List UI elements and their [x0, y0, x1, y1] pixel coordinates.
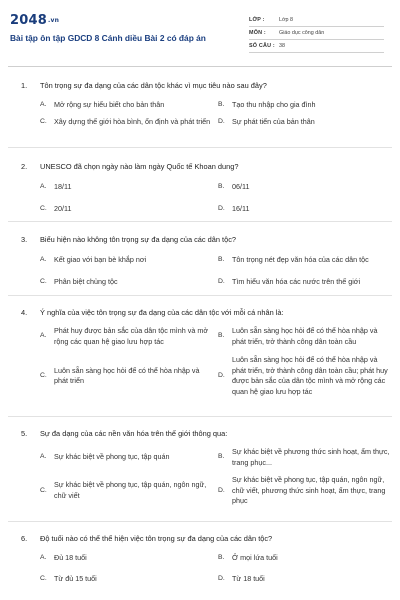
question-number: 1.	[21, 81, 28, 90]
question-number: 2.	[21, 162, 28, 171]
option-a[interactable]	[40, 100, 212, 111]
option-text: Luôn sẵn sàng học hỏi để có thể hòa nhập và phát triển, trở thành công dân toàn cầu; phát huy được bản sắc của dân tộc mình và mở rộng các quan hệ giao lưu hợp tác	[232, 355, 388, 396]
question-line	[10, 234, 390, 245]
option-letter: D.	[218, 117, 225, 125]
option-letter: B.	[218, 453, 225, 461]
question-line	[10, 307, 390, 318]
meta-value: Giáo dục công dân	[279, 30, 325, 36]
option-a[interactable]	[40, 255, 212, 266]
option-letter: B.	[218, 554, 225, 561]
option-d[interactable]	[218, 204, 390, 215]
option-c[interactable]	[40, 117, 212, 128]
option-text: Sự khác biệt về phong tục, tập quán, ngôn ngữ, chữ viết	[54, 480, 207, 500]
option-c[interactable]	[40, 277, 212, 288]
option-letter: B.	[218, 183, 225, 190]
option-letter: C.	[40, 117, 47, 125]
option-letter: B.	[218, 101, 225, 108]
question-line	[10, 428, 390, 439]
option-letter: D.	[218, 371, 225, 379]
option-letter: A.	[40, 554, 47, 561]
option-text: Từ 18 tuổi	[232, 573, 265, 583]
option-text: Từ đủ 15 tuổi	[54, 573, 97, 583]
options-grid	[40, 553, 390, 584]
question-line	[10, 80, 390, 91]
options-grid	[40, 447, 390, 507]
option-letter: A.	[40, 256, 47, 263]
option-d[interactable]	[218, 574, 390, 585]
meta-label: MÔN :	[249, 30, 266, 36]
meta-value: 38	[279, 43, 285, 49]
option-d[interactable]	[218, 117, 390, 128]
option-letter: C.	[40, 204, 47, 212]
document-header	[10, 0, 390, 66]
question-text: Biểu hiện nào không tôn trọng sự đa dạng của các dân tộc?	[40, 235, 237, 244]
option-letter: C.	[40, 574, 47, 582]
options-grid	[40, 182, 390, 214]
question-3	[10, 222, 390, 295]
option-text: 20/11	[54, 203, 72, 213]
option-text: Xây dựng thế giới hòa bình, ổn định và phát triển	[54, 116, 211, 126]
question-number: 6.	[21, 534, 28, 543]
option-letter: A.	[40, 332, 47, 340]
option-text: Sự phát tiển của bản thân	[232, 116, 315, 126]
option-letter: D.	[218, 277, 225, 285]
meta-row-class	[249, 14, 384, 27]
option-text: Sự khác biệt về phương thức sinh hoạt, ẩm thực, trang phục...	[232, 447, 390, 467]
question-text: UNESCO đã chọn ngày nào làm ngày Quốc tế Khoan dung?	[40, 162, 239, 171]
option-letter: A.	[40, 453, 47, 461]
option-letter: C.	[40, 277, 47, 285]
option-d[interactable]	[218, 475, 390, 507]
question-4	[10, 296, 390, 416]
option-letter: C.	[40, 371, 47, 379]
question-5	[10, 417, 390, 521]
option-b[interactable]	[218, 447, 390, 468]
options-grid	[40, 255, 390, 287]
option-text: Luôn sẵn sàng học hỏi để có thể hòa nhập và phát triển	[54, 365, 200, 385]
option-text: Đủ 18 tuổi	[54, 553, 87, 562]
option-text: Tìm hiểu văn hóa các nước trên thế giới	[232, 276, 361, 286]
meta-table	[249, 14, 384, 53]
option-text: Phân biệt chủng tộc	[54, 276, 118, 286]
option-letter: D.	[218, 204, 225, 212]
option-text: 06/11	[232, 182, 250, 191]
meta-row-subject	[249, 27, 384, 40]
options-grid	[40, 326, 390, 397]
option-a[interactable]	[40, 182, 212, 193]
option-b[interactable]	[218, 553, 390, 564]
option-a[interactable]	[40, 447, 212, 468]
option-c[interactable]	[40, 475, 212, 507]
meta-value: Lớp 8	[279, 17, 294, 23]
option-text: Tạo thu nhập cho gia đình	[232, 100, 316, 109]
option-c[interactable]	[40, 355, 212, 397]
option-a[interactable]	[40, 326, 212, 347]
option-text: Ở mọi lứa tuổi	[232, 553, 278, 562]
question-number: 3.	[21, 235, 28, 244]
question-2	[10, 148, 390, 221]
question-line	[10, 533, 390, 544]
option-letter: B.	[218, 256, 225, 263]
option-text: 16/11	[232, 203, 250, 213]
option-text: Luôn sẵn sàng học hỏi để có thể hòa nhập và phát triển, trở thành công dân toàn cầu	[232, 326, 378, 346]
question-6	[10, 522, 390, 588]
meta-row-count	[249, 40, 384, 53]
option-text: Phát huy được bản sắc của dân tộc mình và mở rộng các quan hệ giao lưu hợp tác	[54, 326, 209, 346]
meta-label: LỚP :	[249, 17, 265, 23]
logo-tld: .vn	[47, 17, 60, 24]
option-d[interactable]	[218, 355, 390, 397]
option-letter: B.	[218, 332, 225, 340]
options-grid	[40, 100, 390, 127]
option-text: Mở rộng sự hiểu biết cho bản thân	[54, 100, 165, 109]
question-number: 5.	[21, 429, 28, 438]
option-c[interactable]	[40, 204, 212, 215]
option-c[interactable]	[40, 574, 212, 585]
question-text: Sự đa dạng của các nền văn hóa trên thế giới thông qua:	[40, 429, 228, 438]
option-b[interactable]	[218, 255, 390, 266]
option-letter: A.	[40, 183, 47, 190]
question-text: Tôn trọng sự đa dạng của các dân tộc khác vì mục tiêu nào sau đây?	[40, 81, 267, 90]
option-b[interactable]	[218, 326, 390, 347]
meta-label: SỐ CÂU :	[249, 43, 275, 49]
option-b[interactable]	[218, 100, 390, 111]
document-title: Bài tập ôn tập GDCD 8 Cánh diều Bài 2 có đáp án	[10, 33, 206, 43]
option-text: Sự khác biệt về phong tục, tập quán	[54, 452, 170, 462]
option-a[interactable]	[40, 553, 212, 564]
option-letter: A.	[40, 101, 47, 108]
question-line	[10, 161, 390, 172]
question-1	[10, 67, 390, 147]
question-text: Độ tuổi nào có thể thể hiện việc tôn trọng sự đa dạng của các dân tộc?	[40, 534, 273, 543]
question-text: Ý nghĩa của việc tôn trọng sự đa dạng của các dân tộc với mỗi cá nhân là:	[40, 308, 284, 317]
question-number: 4.	[21, 308, 28, 317]
option-text: Sự khác biệt về phong tục, tập quán, ngôn ngữ, chữ viết, phương thức sinh hoạt, ẩm thực, trang phục	[232, 475, 386, 505]
option-text: Kết giao với bạn bè khắp nơi	[54, 255, 147, 264]
option-b[interactable]	[218, 182, 390, 193]
option-letter: C.	[40, 486, 47, 494]
option-text: 18/11	[54, 182, 72, 191]
logo-main: 2048	[10, 13, 47, 28]
option-letter: D.	[218, 486, 225, 494]
option-d[interactable]	[218, 277, 390, 288]
option-text: Tôn trọng nét đẹp văn hóa của các dân tộc	[232, 255, 369, 264]
option-letter: D.	[218, 574, 225, 582]
